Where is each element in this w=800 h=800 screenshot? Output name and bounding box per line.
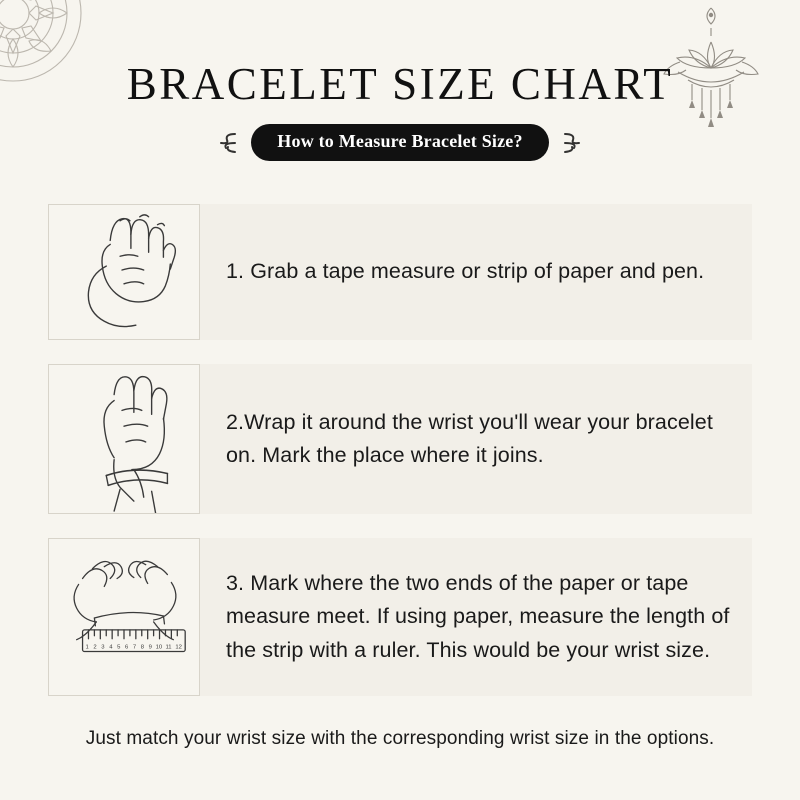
svg-text:6: 6 bbox=[124, 644, 129, 651]
svg-text:3: 3 bbox=[101, 644, 105, 651]
svg-text:4: 4 bbox=[109, 644, 113, 651]
svg-text:1: 1 bbox=[85, 644, 89, 651]
svg-text:2: 2 bbox=[93, 644, 97, 651]
footer-note: Just match your wrist size with the corresponding wrist size in the options. bbox=[85, 728, 715, 749]
swirl-ornament-icon-right bbox=[559, 130, 585, 156]
subtitle-pill: How to Measure Bracelet Size? bbox=[251, 124, 548, 161]
page-title: BRACELET SIZE CHART bbox=[126, 59, 674, 109]
hand-wrapping-tape-illustration bbox=[48, 364, 200, 514]
step-row-3 bbox=[48, 538, 752, 696]
steps-list bbox=[48, 204, 752, 720]
step-row-1 bbox=[48, 204, 752, 340]
svg-text:7: 7 bbox=[132, 644, 137, 651]
hands-measuring-with-ruler-illustration bbox=[48, 538, 200, 696]
svg-text:8: 8 bbox=[140, 644, 145, 651]
step-row-2 bbox=[48, 364, 752, 514]
svg-text:5: 5 bbox=[117, 644, 121, 651]
svg-text:12: 12 bbox=[175, 644, 182, 651]
subtitle-row bbox=[0, 124, 800, 161]
step-text-2: 2.Wrap it around the wrist you'll wear your bracelet on. Mark the place where it joins. bbox=[226, 409, 713, 467]
step-text-3: 3. Mark where the two ends of the paper or tape measure meet. If using paper, measure the length of the strip with a ruler. This would be your wrist size. bbox=[226, 571, 730, 662]
svg-text:9: 9 bbox=[148, 644, 152, 651]
svg-text:10: 10 bbox=[155, 644, 163, 651]
step-text-1: 1. Grab a tape measure or strip of paper and pen. bbox=[226, 259, 705, 284]
svg-text:11: 11 bbox=[165, 644, 172, 651]
swirl-ornament-icon-left bbox=[215, 130, 241, 156]
hand-fist-illustration bbox=[48, 204, 200, 340]
